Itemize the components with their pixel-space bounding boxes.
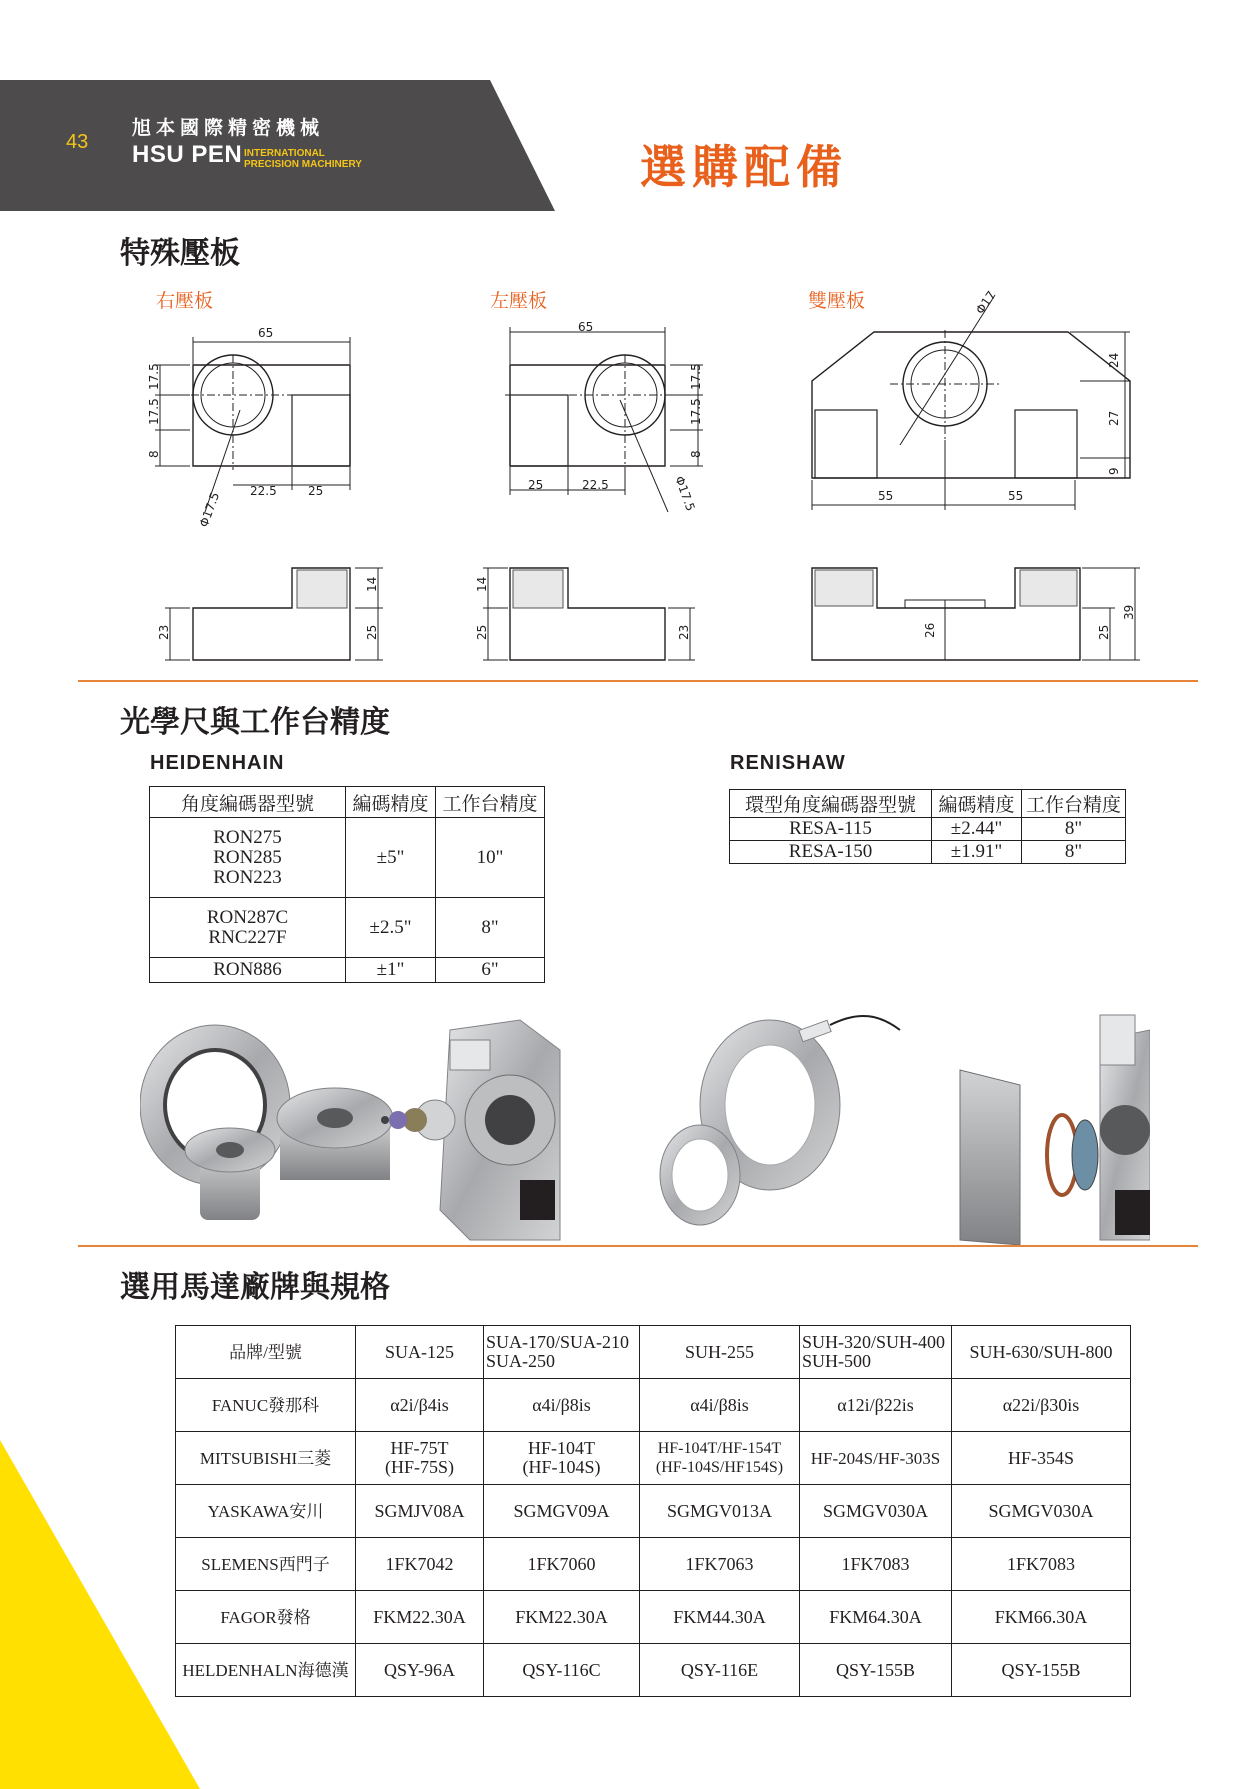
model-cell: RESA-115 xyxy=(730,818,932,841)
spec-cell: 1FK7083 xyxy=(800,1538,952,1591)
table-header-row xyxy=(730,790,1126,818)
section-title-encoders: 光學尺與工作台精度 xyxy=(120,705,390,740)
table-row xyxy=(150,818,545,898)
spec-cell: α4i/β8is xyxy=(640,1379,800,1432)
encoder-accuracy-cell: ±5" xyxy=(346,818,436,898)
svg-text:24: 24 xyxy=(1107,352,1121,368)
model-cell: RON275 RON285 RON223 xyxy=(150,818,346,898)
spec-cell: α2i/β4is xyxy=(356,1379,484,1432)
svg-text:23: 23 xyxy=(677,624,691,640)
spec-cell: 1FK7060 xyxy=(484,1538,640,1591)
heidenhain-table xyxy=(149,786,545,983)
page-number: 43 xyxy=(66,131,89,153)
spec-cell: FKM44.30A xyxy=(640,1591,800,1644)
company-name-en: HSU PEN xyxy=(132,141,243,168)
svg-text:Φ17.5: Φ17.5 xyxy=(672,474,698,514)
table-row xyxy=(150,898,545,958)
svg-text:9: 9 xyxy=(1107,467,1121,475)
yellow-corner-decoration xyxy=(0,1440,200,1789)
spec-cell: α4i/β8is xyxy=(484,1379,640,1432)
table-accuracy-cell: 8" xyxy=(1022,818,1126,841)
right-clamp-side-view xyxy=(165,568,383,660)
section-divider-1 xyxy=(78,680,1198,682)
spec-cell: HF-104T/HF-154T (HF-104S/HF154S) xyxy=(640,1432,800,1485)
section-title-motors: 選用馬達廠牌與規格 xyxy=(120,1270,390,1305)
spec-cell: SGMJV08A xyxy=(356,1485,484,1538)
spec-cell: QSY-116C xyxy=(484,1644,640,1697)
svg-text:23: 23 xyxy=(157,624,171,640)
svg-text:14: 14 xyxy=(365,576,379,592)
svg-text:26: 26 xyxy=(923,622,937,638)
table-header-row xyxy=(176,1326,1131,1379)
table-header: 角度編碼器型號 xyxy=(150,787,346,818)
svg-text:Φ17: Φ17 xyxy=(972,288,999,317)
clamp-technical-drawings xyxy=(0,0,1234,700)
double-clamp-side-view xyxy=(812,568,1140,660)
heidenhain-brand: HEIDENHAIN xyxy=(150,752,285,774)
spec-cell: SGMGV030A xyxy=(800,1485,952,1538)
spec-cell: SGMGV030A xyxy=(952,1485,1131,1538)
table-header: SUH-255 xyxy=(640,1326,800,1379)
encoder-accuracy-cell: ±1.91" xyxy=(932,841,1022,864)
table-header-row xyxy=(150,787,545,818)
brand-cell: HELDENHALN海德漢 xyxy=(176,1644,356,1697)
rotary-table-with-encoder-image xyxy=(381,1020,560,1240)
table-header: SUH-630/SUH-800 xyxy=(952,1326,1131,1379)
svg-text:25: 25 xyxy=(528,478,544,492)
renishaw-brand: RENISHAW xyxy=(730,752,846,774)
table-header: 編碼精度 xyxy=(346,787,436,818)
encoder-product-photos xyxy=(140,1010,1150,1250)
svg-text:17.5: 17.5 xyxy=(147,363,161,390)
spec-cell: 1FK7083 xyxy=(952,1538,1131,1591)
table-row xyxy=(176,1485,1131,1538)
svg-text:25: 25 xyxy=(475,624,489,640)
spec-cell: FKM66.30A xyxy=(952,1591,1131,1644)
svg-text:14: 14 xyxy=(475,576,489,592)
spec-cell: HF-75T (HF-75S) xyxy=(356,1432,484,1485)
spec-cell: α12i/β22is xyxy=(800,1379,952,1432)
section-title-clamps: 特殊壓板 xyxy=(120,236,240,271)
brand-cell: YASKAWA安川 xyxy=(176,1485,356,1538)
table-accuracy-cell: 6" xyxy=(436,958,545,983)
svg-text:25: 25 xyxy=(1097,624,1111,640)
rotary-table-with-ring-encoder-image xyxy=(960,1015,1150,1245)
table-row xyxy=(730,841,1126,864)
table-header: 編碼精度 xyxy=(932,790,1022,818)
company-name-cn: 旭本國際精密機械 xyxy=(132,117,325,139)
table-accuracy-cell: 10" xyxy=(436,818,545,898)
svg-text:65: 65 xyxy=(578,320,594,334)
heidenhain-encoder-image xyxy=(140,1025,393,1220)
encoder-accuracy-cell: ±1" xyxy=(346,958,436,983)
svg-text:8: 8 xyxy=(689,450,703,458)
brand-cell: MITSUBISHI三菱 xyxy=(176,1432,356,1485)
table-row xyxy=(176,1644,1131,1697)
renishaw-ring-encoder-image xyxy=(660,1016,900,1225)
left-clamp-side-view xyxy=(483,568,695,660)
double-clamp-label: 雙壓板 xyxy=(808,290,866,312)
renishaw-table xyxy=(729,789,1126,864)
brand-cell: FANUC發那科 xyxy=(176,1379,356,1432)
table-header: 環型角度編碼器型號 xyxy=(730,790,932,818)
svg-text:Φ17.5: Φ17.5 xyxy=(196,490,223,530)
spec-cell: FKM64.30A xyxy=(800,1591,952,1644)
table-row xyxy=(176,1591,1131,1644)
table-header: 品牌/型號 xyxy=(176,1326,356,1379)
table-header: SUA-170/SUA-210 SUA-250 xyxy=(484,1326,640,1379)
table-header: 工作台精度 xyxy=(436,787,545,818)
spec-cell: QSY-96A xyxy=(356,1644,484,1697)
encoder-accuracy-cell: ±2.44" xyxy=(932,818,1022,841)
spec-cell: SGMGV09A xyxy=(484,1485,640,1538)
svg-text:39: 39 xyxy=(1122,604,1136,620)
spec-cell: HF-354S xyxy=(952,1432,1131,1485)
brand-cell: SLEMENS西門子 xyxy=(176,1538,356,1591)
svg-text:55: 55 xyxy=(1008,489,1024,503)
svg-text:25: 25 xyxy=(308,484,324,498)
svg-text:22.5: 22.5 xyxy=(582,478,609,492)
table-row xyxy=(730,818,1126,841)
table-accuracy-cell: 8" xyxy=(436,898,545,958)
model-cell: RON287C RNC227F xyxy=(150,898,346,958)
table-header: 工作台精度 xyxy=(1022,790,1126,818)
svg-text:22.5: 22.5 xyxy=(250,484,277,498)
motor-spec-table xyxy=(175,1325,1131,1697)
page-title: 選購配備 xyxy=(640,140,848,194)
table-row xyxy=(150,958,545,983)
svg-text:65: 65 xyxy=(258,326,274,340)
double-clamp-top-view xyxy=(812,295,1130,510)
table-row xyxy=(176,1379,1131,1432)
table-header: SUH-320/SUH-400 SUH-500 xyxy=(800,1326,952,1379)
spec-cell: HF-204S/HF-303S xyxy=(800,1432,952,1485)
svg-text:8: 8 xyxy=(147,450,161,458)
model-cell: RESA-150 xyxy=(730,841,932,864)
svg-text:17.5: 17.5 xyxy=(689,363,703,390)
svg-text:25: 25 xyxy=(365,624,379,640)
spec-cell: QSY-155B xyxy=(800,1644,952,1697)
spec-cell: FKM22.30A xyxy=(484,1591,640,1644)
spec-cell: HF-104T (HF-104S) xyxy=(484,1432,640,1485)
table-row xyxy=(176,1538,1131,1591)
left-clamp-label: 左壓板 xyxy=(490,290,548,312)
encoder-accuracy-cell: ±2.5" xyxy=(346,898,436,958)
svg-text:17.5: 17.5 xyxy=(689,398,703,425)
table-accuracy-cell: 8" xyxy=(1022,841,1126,864)
brand-cell: FAGOR發格 xyxy=(176,1591,356,1644)
svg-text:55: 55 xyxy=(878,489,894,503)
section-divider-2 xyxy=(78,1245,1198,1247)
spec-cell: QSY-155B xyxy=(952,1644,1131,1697)
spec-cell: 1FK7063 xyxy=(640,1538,800,1591)
spec-cell: SGMGV013A xyxy=(640,1485,800,1538)
spec-cell: QSY-116E xyxy=(640,1644,800,1697)
spec-cell: α22i/β30is xyxy=(952,1379,1131,1432)
spec-cell: 1FK7042 xyxy=(356,1538,484,1591)
table-header: SUA-125 xyxy=(356,1326,484,1379)
svg-text:27: 27 xyxy=(1107,410,1121,426)
table-row xyxy=(176,1432,1131,1485)
right-clamp-label: 右壓板 xyxy=(156,290,214,312)
model-cell: RON886 xyxy=(150,958,346,983)
svg-text:17.5: 17.5 xyxy=(147,398,161,425)
spec-cell: FKM22.30A xyxy=(356,1591,484,1644)
company-subtitle: INTERNATIONAL PRECISION MACHINERY xyxy=(244,148,362,170)
